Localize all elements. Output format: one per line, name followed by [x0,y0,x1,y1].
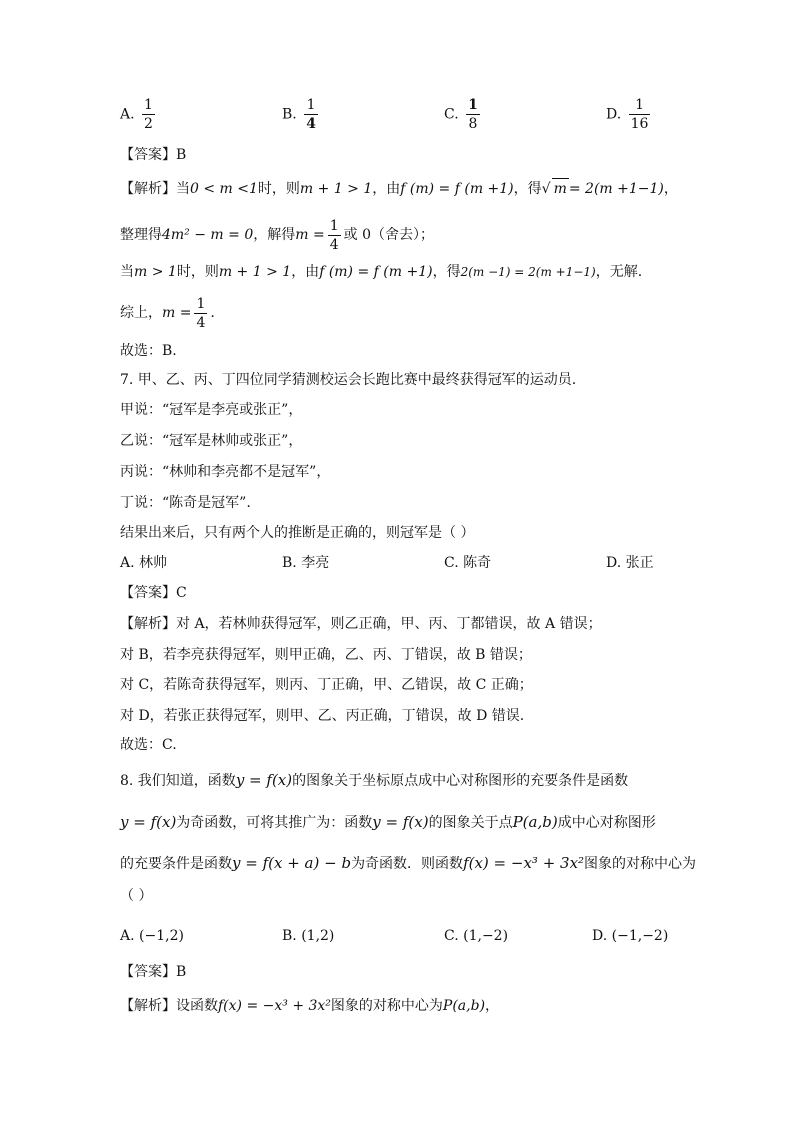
sqrt-radicand: m [552,178,569,199]
fraction: $\frac{1}{4}$ [329,217,339,253]
q7-stem: 7. 甲、乙、丙、丁四位同学猜测校运会长跑比赛中最终获得冠军的运动员. [120,372,577,388]
q7-option-d: D. 张正 [606,555,654,571]
q7-option-b: B. 李亮 [282,555,330,571]
option-letter: C. [444,106,459,123]
fraction: $\frac{1}{4}$ [196,295,206,331]
q8-analysis-line-1: 【解析】设函数f(x) = −x³ + 3x²图象的对称中心为P(a,b)， [120,998,500,1014]
q8-answer: 【答案】B [120,964,187,980]
fraction: $\frac{1}{8}$ [468,97,478,132]
option-letter: B. [282,106,297,123]
q6-option-c [444,96,483,133]
q6-option-a [120,96,158,133]
q7-analysis-line-3: 对 C，若陈奇获得冠军，则丙、丁正确，甲、乙错误，故 C 正确； [120,677,533,693]
q7-option-a: A. 林帅 [120,555,168,571]
q7-analysis-line-1: 【解析】对 A，若林帅获得冠军，则乙正确，甲、丙、丁都错误，故 A 错误； [120,616,602,632]
q6-analysis-line-1: 【解析】当0 < m <1时，则m + 1 > 1，由f (m) = f (m +1)，得√ m = 2(m +1−1)， [120,178,678,199]
q6-option-d [606,96,653,133]
q7-analysis-line-2: 对 B，若李亮获得冠军，则甲正确，乙、丙、丁错误，故 B 错误； [120,647,532,663]
q8-stem-line-2: y = f(x)为奇函数，可将其推广为：函数y = f(x)的图象关于点P(a,b)成中心对称图形 [120,813,656,831]
q8-paren: （ ） [120,888,153,904]
q7-claim-1: 甲说：“冠军是李亮或张正”， [120,402,303,418]
option-letter: D. [606,106,622,123]
q6-analysis-line-2: 整理得4m² − m = 0，解得m = $\frac{1}{4}$ 或 0（舍去）； [120,217,434,253]
q6-analysis-line-3: 当m > 1时，则m + 1 > 1，由f (m) = f (m +1)，得2(m −1) = 2(m +1−1)，无解. [120,264,643,280]
q8-option-d: D. (−1,−2) [592,928,669,944]
fraction: $\frac{1}{16}$ [630,97,649,132]
q8-option-b: B. (1,2) [282,928,335,944]
q6-analysis-line-4: 综上，m = $\frac{1}{4}$ . [120,295,215,331]
fraction: $\frac{1}{2}$ [144,97,153,132]
q7-answer: 【答案】C [120,585,187,601]
q7-claim-4: 丁说：“陈奇是冠军”. [120,495,251,511]
q8-option-c: C. (1,−2) [444,928,509,944]
q7-question: 结果出来后，只有两个人的推断是正确的，则冠军是（ ） [120,525,475,541]
q7-claim-2: 乙说：“冠军是林帅或张正”， [120,433,303,449]
q7-claim-3: 丙说：“林帅和李亮都不是冠军”， [120,464,331,480]
q8-option-a: A. (−1,2) [120,928,184,944]
sqrt-symbol: √ [541,181,551,197]
option-letter: A. [120,106,135,123]
fraction: $\frac{1}{4}$ [306,97,316,132]
q8-stem-line-1: 8. 我们知道，函数y = f(x)的图象关于坐标原点成中心对称图形的充要条件是函数 [120,771,629,789]
q7-option-c: C. 陈奇 [444,555,492,571]
q8-stem-line-3: 的充要条件是函数y = f(x + a) − b为奇函数．则函数f(x) = −x³ + 3x²图象的对称中心为 [120,854,697,872]
q7-analysis-line-4: 对 D，若张正获得冠军，则甲、乙、丙正确，丁错误，故 D 错误. [120,708,525,724]
q6-answer: 【答案】B [120,147,187,163]
q7-conclusion: 故选：C. [120,737,177,753]
q6-conclusion: 故选：B. [120,343,177,359]
q6-option-b [282,96,321,133]
